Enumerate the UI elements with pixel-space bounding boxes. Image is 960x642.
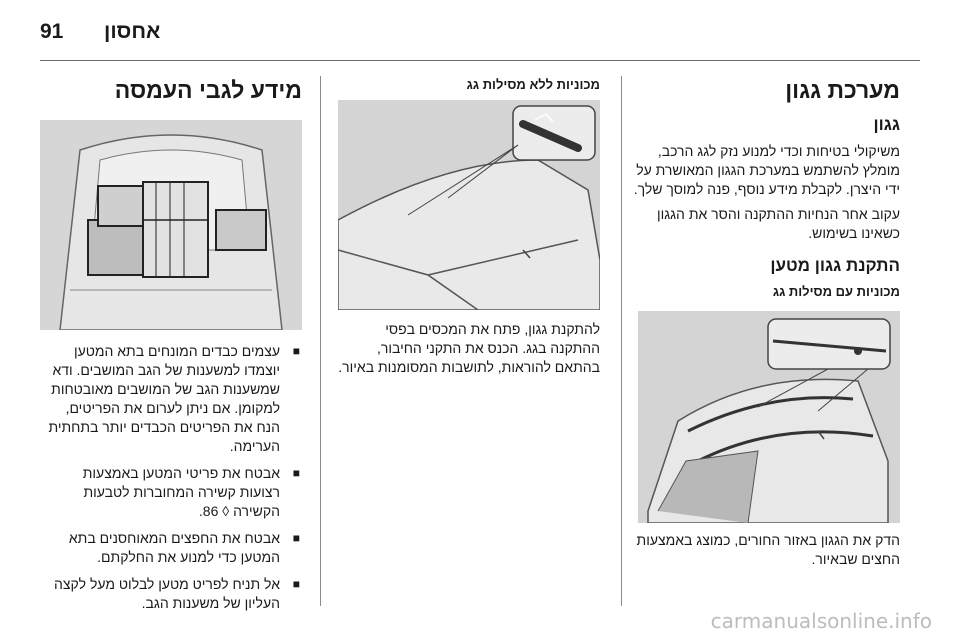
watermark: carmanualsonline.info [710, 609, 932, 633]
section-title: אחסון [104, 20, 161, 43]
loading-bullet-list [40, 342, 302, 613]
roof-mounting-drawing [338, 100, 600, 310]
roof-mounting-illustration [338, 100, 600, 310]
bullet-square-icon: ■ [292, 577, 300, 591]
bullet-square-icon: ■ [292, 344, 300, 358]
roof-rack-title: מערכת גגון [785, 77, 900, 103]
without-rails-heading: מכוניות ללא מסילות גג [466, 77, 600, 92]
column-left [40, 76, 302, 621]
roof-paragraph-2: עקוב אחר הנחיות ההתקנה והסר את הגגון כשאינו בשימוש. [656, 206, 900, 241]
bullet-square-icon: ■ [292, 466, 300, 480]
install-heading: התקנת גגון מטען [770, 256, 900, 275]
roof-rails-illustration [638, 311, 900, 523]
page-number: 91 [40, 20, 64, 43]
list-item [40, 529, 302, 567]
bullet-text: אבטח את פריטי המטען באמצעות רצועות קשירה המחוברות לטבעות הקשירה ◊ 86. [82, 465, 280, 519]
bullet-text: עצמים כבדים המונחים בתא המטען יוצמדו למשענות של הגב המושבים. ודא שמשענות הגב של המושבים מאובטחות למקומן. אם ניתן לערום את הפריטים, הנח את הפריטים הכבדים יותר בתחתית הערימה. [48, 343, 280, 454]
roof-heading: גגון [873, 115, 900, 134]
column-divider-right [621, 76, 622, 606]
without-rails-paragraph: להתקנת גגון, פתח את המכסים בפסי ההתקנה בגג. הכנס את התקני החיבור, בהתאם להוראות, לתושבות המסומנות באיור. [338, 321, 600, 375]
loading-info-title: מידע לגבי העמסה [114, 77, 302, 103]
roof-rails-drawing [638, 311, 900, 523]
column-divider-left [320, 76, 321, 606]
roof-rails-caption: הדק את הגגון באזור החורים, כמוצג באמצעות החצים שבאיור. [636, 532, 900, 567]
column-middle [338, 76, 600, 383]
bullet-text: אל תניח לפריט מטען לבלוט מעל לקצה העליון של משענות הגב. [54, 576, 280, 611]
header-rule [40, 60, 920, 61]
cargo-illustration [40, 120, 302, 330]
cargo-drawing [40, 120, 302, 330]
column-right [632, 76, 900, 575]
with-rails-heading: מכוניות עם מסילות גג [772, 284, 900, 299]
list-item [40, 575, 302, 613]
list-item [40, 464, 302, 521]
bullet-square-icon: ■ [292, 531, 300, 545]
roof-paragraph-1: משיקולי בטיחות וכדי למנוע נזק לגג הרכב, מומלץ להשתמש במערכת הגגון המאושרת על ידי היצרן. לקבלת מידע נוסף, פנה למוסך שלך. [633, 143, 900, 197]
list-item [40, 342, 302, 456]
bullet-text: אבטח את החפצים המאוחסנים בתא המטען כדי למנוע את החלקתם. [68, 530, 280, 565]
